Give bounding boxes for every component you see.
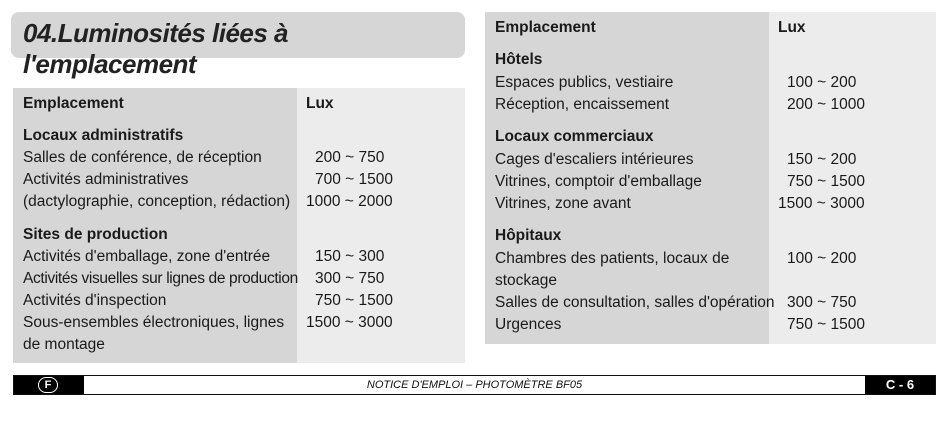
lux-cell: 150 ~ 300 xyxy=(315,248,385,265)
table-row xyxy=(13,312,465,334)
location-cell: Activités visuelles sur lignes de production xyxy=(23,270,298,287)
location-cell: Réception, encaissement xyxy=(495,96,670,113)
language-badge: F xyxy=(38,377,58,393)
table-row xyxy=(485,149,936,171)
section-row xyxy=(485,126,936,148)
page-number: C - 6 xyxy=(865,376,935,394)
location-cell: Salles de conférence, de réception xyxy=(23,149,262,166)
lux-cell: 750 ~ 1500 xyxy=(315,292,394,309)
location-cell: Activités d'inspection xyxy=(23,292,167,309)
table-row xyxy=(13,246,465,268)
location-cell: Vitrines, zone avant xyxy=(495,195,631,212)
lux-cell: 150 ~ 200 xyxy=(787,151,857,168)
section-row xyxy=(485,49,936,71)
location-cell: (dactylographie, conception, rédaction) xyxy=(23,193,291,210)
location-cell: Urgences xyxy=(495,316,562,333)
table-row xyxy=(485,94,936,116)
table-row xyxy=(13,191,465,213)
lux-cell: 100 ~ 200 xyxy=(787,74,857,91)
lux-cell: 700 ~ 1500 xyxy=(315,171,394,188)
table-row xyxy=(485,292,936,314)
document-title: NOTICE D'EMPLOI – PHOTOMÈTRE BF05 xyxy=(366,379,583,391)
section-title-box xyxy=(11,12,465,79)
table-row xyxy=(485,270,936,292)
location-cell: Sous-ensembles électroniques, lignes xyxy=(23,314,285,331)
table-row xyxy=(485,314,936,336)
lux-cell: 1000 ~ 2000 xyxy=(306,193,393,210)
left-illuminance-table xyxy=(13,88,465,363)
location-cell: Salles de consultation, salles d'opération xyxy=(495,294,775,311)
lux-cell: 300 ~ 750 xyxy=(787,294,857,311)
location-cell: Espaces publics, vestiaire xyxy=(495,74,674,91)
table-header-row xyxy=(13,93,465,115)
section-label: Hôpitaux xyxy=(495,227,562,244)
lux-cell: 1500 ~ 3000 xyxy=(778,195,865,212)
section-label: Sites de production xyxy=(23,226,168,243)
header-location: Emplacement xyxy=(495,19,596,36)
right-illuminance-table xyxy=(485,12,936,344)
header-lux: Lux xyxy=(778,19,806,36)
table-row xyxy=(13,334,465,356)
section-label: Hôtels xyxy=(495,51,543,68)
section-row xyxy=(13,224,465,246)
header-location: Emplacement xyxy=(23,95,124,112)
table-row xyxy=(485,72,936,94)
table-header-row xyxy=(485,17,936,39)
section-label: Locaux commerciaux xyxy=(495,128,654,145)
header-lux: Lux xyxy=(306,95,334,112)
location-cell: Activités d'emballage, zone d'entrée xyxy=(23,248,271,265)
table-row xyxy=(485,248,936,270)
lux-cell: 750 ~ 1500 xyxy=(787,316,866,333)
lux-cell: 200 ~ 1000 xyxy=(787,96,866,113)
lux-cell: 200 ~ 750 xyxy=(315,149,385,166)
section-row xyxy=(485,225,936,247)
table-row xyxy=(13,169,465,191)
location-cell: Chambres des patients, locaux de xyxy=(495,250,730,267)
table-row xyxy=(13,290,465,312)
lux-cell: 750 ~ 1500 xyxy=(787,173,866,190)
location-cell: Cages d'escaliers intérieures xyxy=(495,151,694,168)
location-cell: Activités administratives xyxy=(23,171,189,188)
location-cell: Vitrines, comptoir d'emballage xyxy=(495,173,702,190)
section-label: Locaux administratifs xyxy=(23,127,184,144)
table-row xyxy=(485,171,936,193)
section-row xyxy=(13,125,465,147)
location-cell: de montage xyxy=(23,336,105,353)
lux-cell: 100 ~ 200 xyxy=(787,250,857,267)
table-row xyxy=(13,147,465,169)
table-row xyxy=(13,268,465,290)
page-footer xyxy=(13,375,936,395)
lux-cell: 300 ~ 750 xyxy=(315,270,385,287)
lux-cell: 1500 ~ 3000 xyxy=(306,314,393,331)
table-row xyxy=(485,193,936,215)
section-title: 04.Luminosités liées à l'emplacement xyxy=(23,18,289,79)
location-cell: stockage xyxy=(495,272,558,289)
